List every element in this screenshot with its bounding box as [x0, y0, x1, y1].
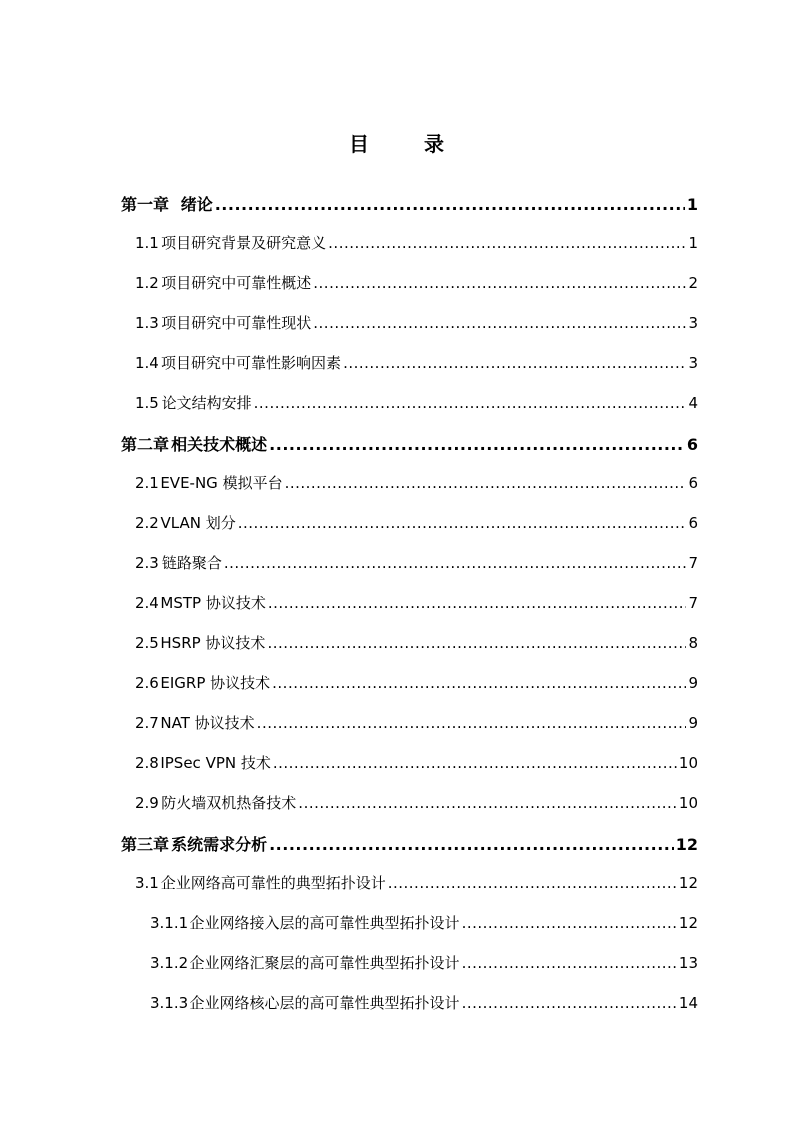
toc-entry-title: VLAN 划分 [160, 514, 236, 532]
toc-entry-chapter-3[interactable] [121, 832, 698, 856]
toc-entry-title: EIGRP 协议技术 [160, 674, 271, 692]
toc-entry-3-1-1[interactable] [150, 912, 698, 936]
toc-entry-2-3[interactable] [135, 552, 698, 576]
toc-entry-title: 防火墙双机热备技术 [161, 794, 297, 812]
toc-entry-page: 9 [688, 714, 698, 732]
toc-entry-number: 2.2 [135, 514, 159, 532]
toc-entry-title: HSRP 协议技术 [160, 634, 266, 652]
toc-dot-leader [462, 954, 677, 972]
toc-dot-leader [267, 634, 686, 652]
toc-entry-chapter-1[interactable] [121, 192, 698, 216]
toc-entry-number: 2.5 [135, 634, 159, 652]
toc-entry-2-7[interactable] [135, 712, 698, 736]
toc-entry-page: 10 [678, 754, 698, 772]
toc-entry-title: 企业网络汇聚层的高可靠性典型拓扑设计 [189, 954, 460, 972]
toc-dot-leader [273, 754, 677, 772]
toc-entry-page: 7 [688, 594, 698, 612]
toc-entry-number: 2.6 [135, 674, 159, 692]
toc-entry-1-2[interactable] [135, 272, 698, 296]
toc-entry-number: 2.9 [135, 794, 159, 812]
toc-entry-number: 1.2 [135, 274, 159, 292]
toc-entry-number: 3.1.3 [150, 994, 189, 1012]
toc-entry-page: 8 [688, 634, 698, 652]
toc-entry-2-6[interactable] [135, 672, 698, 696]
toc-entry-page: 12 [675, 835, 698, 854]
toc-dot-leader [269, 835, 674, 854]
toc-dot-leader [388, 874, 677, 892]
toc-entry-2-4[interactable] [135, 592, 698, 616]
toc-entry-number: 2.1 [135, 474, 159, 492]
toc-entry-3-1[interactable] [135, 872, 698, 896]
toc-entry-title: 相关技术概述 [171, 435, 268, 454]
toc-dot-leader [285, 474, 687, 492]
toc-entry-page: 2 [688, 274, 698, 292]
toc-entry-title: 系统需求分析 [171, 835, 268, 854]
toc-entry-page: 9 [688, 674, 698, 692]
toc-dot-leader [272, 674, 686, 692]
toc-dot-leader [238, 514, 687, 532]
toc-entry-1-5[interactable] [135, 392, 698, 416]
toc-entry-number: 3.1.1 [150, 914, 189, 932]
toc-entry-page: 13 [678, 954, 698, 972]
toc-entry-2-2[interactable] [135, 512, 698, 536]
toc-entry-title: IPSec VPN 技术 [160, 754, 271, 772]
toc-entry-2-1[interactable] [135, 472, 698, 496]
toc-entry-number: 2.4 [135, 594, 159, 612]
toc-entry-page: 10 [678, 794, 698, 812]
toc-entry-page: 1 [688, 234, 698, 252]
toc-entry-title: 论文结构安排 [161, 394, 252, 412]
toc-entry-number: 1.3 [135, 314, 159, 332]
toc-entry-chapter-2[interactable] [121, 432, 698, 456]
toc-entry-number: 2.8 [135, 754, 159, 772]
toc-entry-title: 项目研究中可靠性概述 [161, 274, 312, 292]
toc-entry-number: 2.3 [135, 554, 159, 572]
toc-entry-page: 7 [688, 554, 698, 572]
toc-entry-number: 3.1 [135, 874, 159, 892]
toc-entry-title: 企业网络接入层的高可靠性典型拓扑设计 [189, 914, 460, 932]
toc-entry-number: 1.5 [135, 394, 159, 412]
toc-entry-number: 1.4 [135, 354, 159, 372]
toc-entry-3-1-2[interactable] [150, 952, 698, 976]
toc-dot-leader [254, 394, 687, 412]
toc-dot-leader [269, 435, 685, 454]
toc-entry-1-1[interactable] [135, 232, 698, 256]
toc-entry-page: 3 [688, 314, 698, 332]
toc-entry-page: 3 [688, 354, 698, 372]
toc-entry-page: 12 [678, 914, 698, 932]
toc-entry-1-3[interactable] [135, 312, 698, 336]
toc-entry-title: 企业网络核心层的高可靠性典型拓扑设计 [189, 994, 460, 1012]
toc-entry-number: 1.1 [135, 234, 159, 252]
toc-dot-leader [215, 195, 685, 214]
toc-entry-title: MSTP 协议技术 [160, 594, 266, 612]
toc-entry-2-9[interactable] [135, 792, 698, 816]
toc-dot-leader [224, 554, 687, 572]
toc-entry-number: 3.1.2 [150, 954, 189, 972]
toc-entry-title: 链路聚合 [161, 554, 222, 572]
toc-entry-title: 项目研究中可靠性现状 [161, 314, 312, 332]
toc-entry-number: 2.7 [135, 714, 159, 732]
toc-entry-title: 项目研究中可靠性影响因素 [161, 354, 342, 372]
toc-entry-number: 第二章 [121, 435, 170, 454]
toc-entry-page: 14 [678, 994, 698, 1012]
toc-entry-page: 6 [688, 474, 698, 492]
toc-entry-title: 绪论 [180, 195, 213, 214]
toc-entry-page: 1 [686, 195, 698, 214]
toc-entry-title: 项目研究背景及研究意义 [161, 234, 327, 252]
toc-entry-title: NAT 协议技术 [160, 714, 255, 732]
toc-dot-leader [313, 314, 686, 332]
toc-entry-title: 企业网络高可靠性的典型拓扑设计 [160, 874, 386, 892]
toc-entry-page: 6 [688, 514, 698, 532]
toc-entry-2-5[interactable] [135, 632, 698, 656]
toc-dot-leader [257, 714, 687, 732]
toc-dot-leader [462, 994, 677, 1012]
toc-dot-leader [298, 794, 677, 812]
toc-entry-number: 第一章 [121, 195, 170, 214]
toc-entry-3-1-3[interactable] [150, 992, 698, 1016]
toc-dot-leader [343, 354, 686, 372]
toc-entry-page: 6 [686, 435, 698, 454]
toc-entry-page: 4 [688, 394, 698, 412]
toc-entry-number: 第三章 [121, 835, 170, 854]
toc-entry-1-4[interactable] [135, 352, 698, 376]
toc-entry-page: 12 [678, 874, 698, 892]
toc-entry-2-8[interactable] [135, 752, 698, 776]
toc-dot-leader [313, 274, 686, 292]
toc-dot-leader [462, 914, 677, 932]
page-title: 目 录 [349, 132, 468, 156]
toc-dot-leader [328, 234, 686, 252]
toc-entry-title: EVE-NG 模拟平台 [160, 474, 283, 492]
toc-dot-leader [268, 594, 687, 612]
